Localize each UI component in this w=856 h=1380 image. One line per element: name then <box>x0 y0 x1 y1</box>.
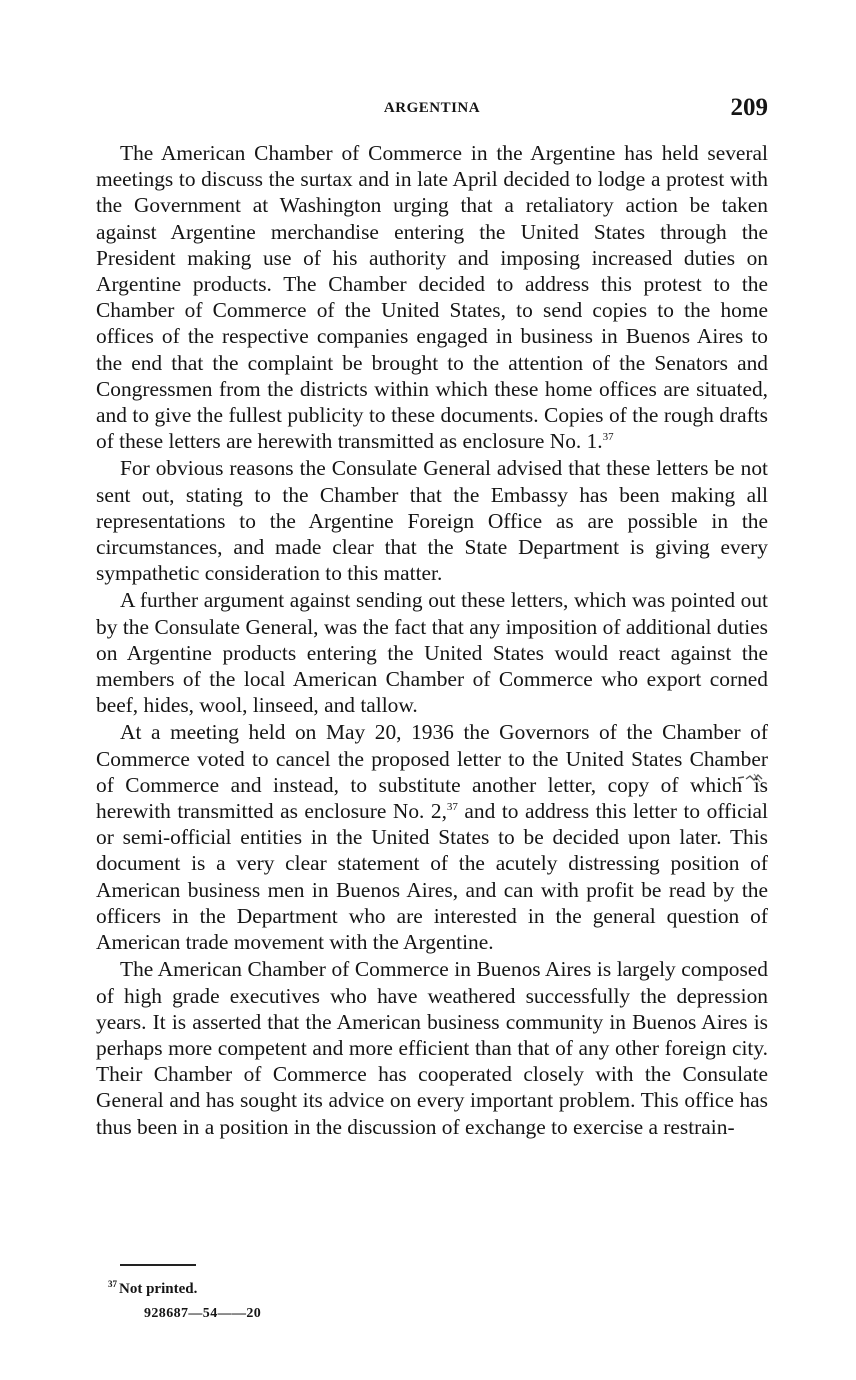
paragraph-4-text-a: At a meeting held on May 20, 1936 the Governors of the Chamber of Commerce voted to cancel the proposed letter to the United States Chamber of Commerce and instead, to substitute another letter, copy of which is herewith transmitted as enclosure No. 2, <box>96 720 768 824</box>
paragraph-2-text: For obvious reasons the Consulate General advised that these letters be not sent out, stating to the Chamber that the Embassy has been making all representations to the Argentine Foreign Office as are possible in the circumstances, and made clear that the State Department is giving every sympathetic consideration to this matter. <box>96 456 768 586</box>
footnote-rule <box>120 1264 196 1266</box>
footnote-mark: 37 <box>108 1279 117 1289</box>
stray-ink-mark <box>736 770 764 784</box>
footnote-text: Not printed. <box>119 1281 198 1297</box>
body-text <box>96 140 768 1140</box>
paragraph-4-text-b: and to address this letter to official or semi-official entities in the United States to be decided upon later. This document is a very clear statement of the acutely distressing position of American business men in Buenos Aires, and can with profit be read by the officers in the Department who are interested in the general question of American trade movement with the Argentine. <box>96 799 768 955</box>
footnote <box>108 1281 197 1298</box>
paragraph-5-text: The American Chamber of Commerce in Buenos Aires is largely composed of high grade executives who have weathered successfully the depression years. It is asserted that the American business community in Buenos Aires is perhaps more competent and more efficient than that of any other foreign city. Their Chamber of Commerce has cooperated closely with the Consulate General and has sought its advice on every important problem. This office has thus been in a position in the discussion of exchange to exercise a restrain- <box>96 957 768 1139</box>
running-title: ARGENTINA <box>383 100 481 116</box>
print-code: 928687—54——20 <box>144 1306 262 1321</box>
page-number: 209 <box>730 94 768 121</box>
paragraph-4 <box>96 719 768 955</box>
paragraph-5 <box>96 956 768 1139</box>
paragraph-3 <box>96 587 768 718</box>
paragraph-1 <box>96 140 768 454</box>
paragraph-3-text: A further argument against sending out these letters, which was pointed out by the Consulate General, was the fact that any imposition of additional duties on Argentine products entering the United States would react against the members of the local American Chamber of Commerce who export corned beef, hides, wool, linseed, and tallow. <box>96 588 768 718</box>
footnote-ref-1: 37 <box>602 431 614 444</box>
paragraph-1-text: The American Chamber of Commerce in the Argentine has held several meetings to discuss the surtax and in late April decided to lodge a protest with the Government at Washington urging that a retaliatory action be taken against Argentine merchandise entering the United States through the President making use of his authority and imposing increased duties on Argentine products. The Chamber decided to address this protest to the Chamber of Commerce of the United States, to send copies to the home offices of the respective companies engaged in business in Buenos Aires to the end that the complaint be brought to the attention of the Senators and Congressmen from the districts within which these home offices are situated, and to give the fullest publicity to these documents. Copies of the rough drafts of these letters are herewith transmitted as enclosure No. 1. <box>96 141 768 454</box>
running-head <box>96 94 768 126</box>
paragraph-2 <box>96 455 768 586</box>
footnote-ref-2: 37 <box>446 800 458 813</box>
